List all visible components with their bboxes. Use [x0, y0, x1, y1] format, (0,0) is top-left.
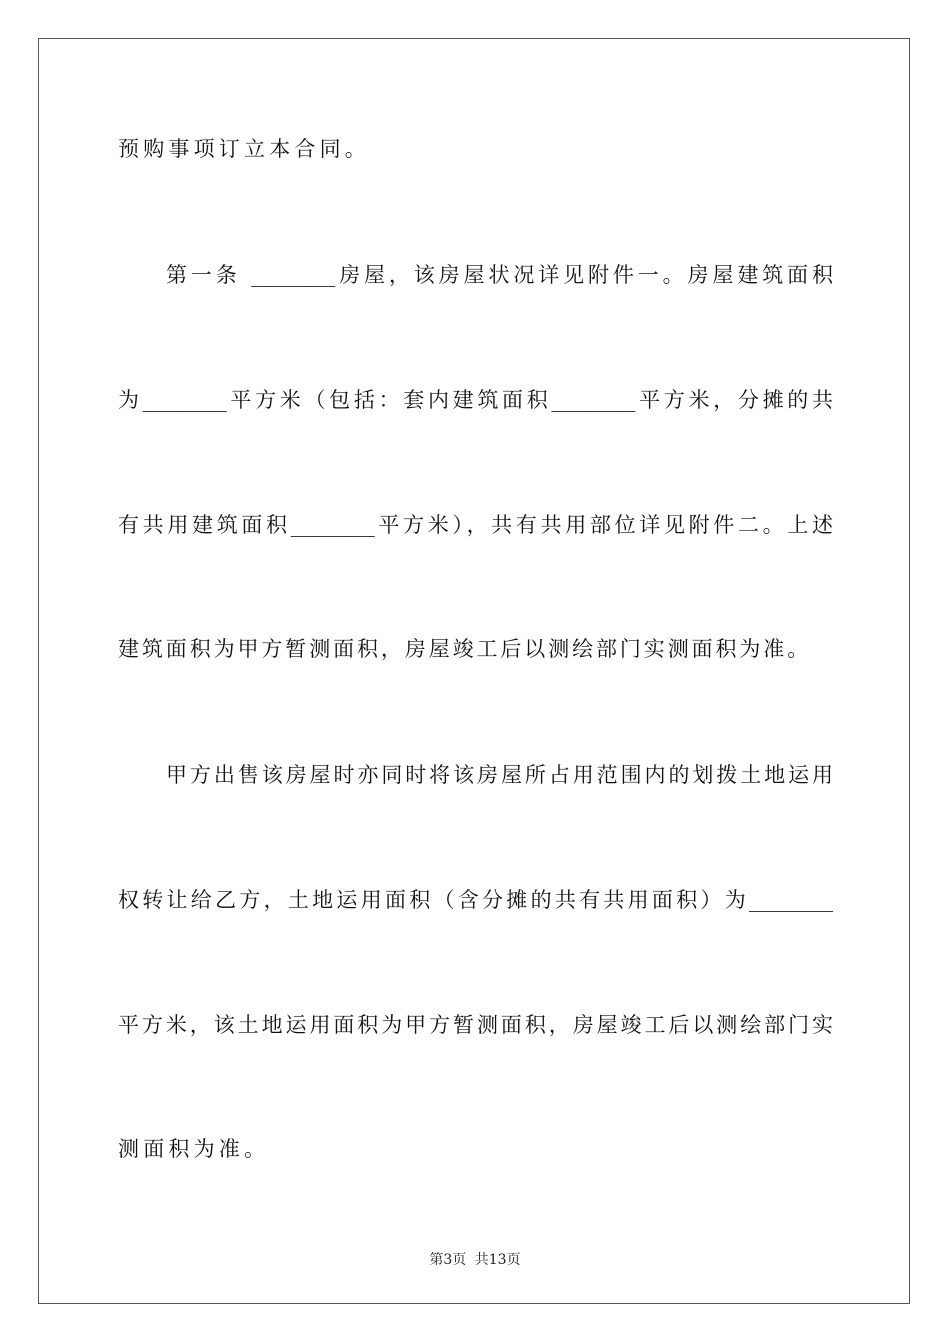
text-line-3: 为________平方米（包括：套内建筑面积________平方米，分摊的共 [118, 388, 833, 412]
text-line-8: 平方米，该土地运用面积为甲方暂测面积，房屋竣工后以测绘部门实 [118, 1013, 833, 1037]
page-border [38, 38, 910, 1304]
page-footer [0, 1249, 950, 1269]
text-line-2: 第一条 ________房屋，该房屋状况详见附件一。房屋建筑面积 [166, 263, 833, 287]
text-line-6: 甲方出售该房屋时亦同时将该房屋所占用范围内的划拨土地运用 [166, 763, 833, 787]
text-line-7: 权转让给乙方，土地运用面积（含分摊的共有共用面积）为________ [118, 888, 833, 912]
text-line-9: 测面积为准。 [118, 1137, 270, 1161]
text-line-5: 建筑面积为甲方暂测面积，房屋竣工后以测绘部门实测面积为准。 [118, 637, 812, 661]
page-total: 共13页 [474, 1252, 521, 1268]
page-number: 第3页 [429, 1252, 467, 1268]
text-line-4: 有共用建筑面积________平方米），共有共用部位详见附件二。上述 [118, 513, 833, 537]
text-line-1: 预购事项订立本合同。 [118, 137, 370, 161]
